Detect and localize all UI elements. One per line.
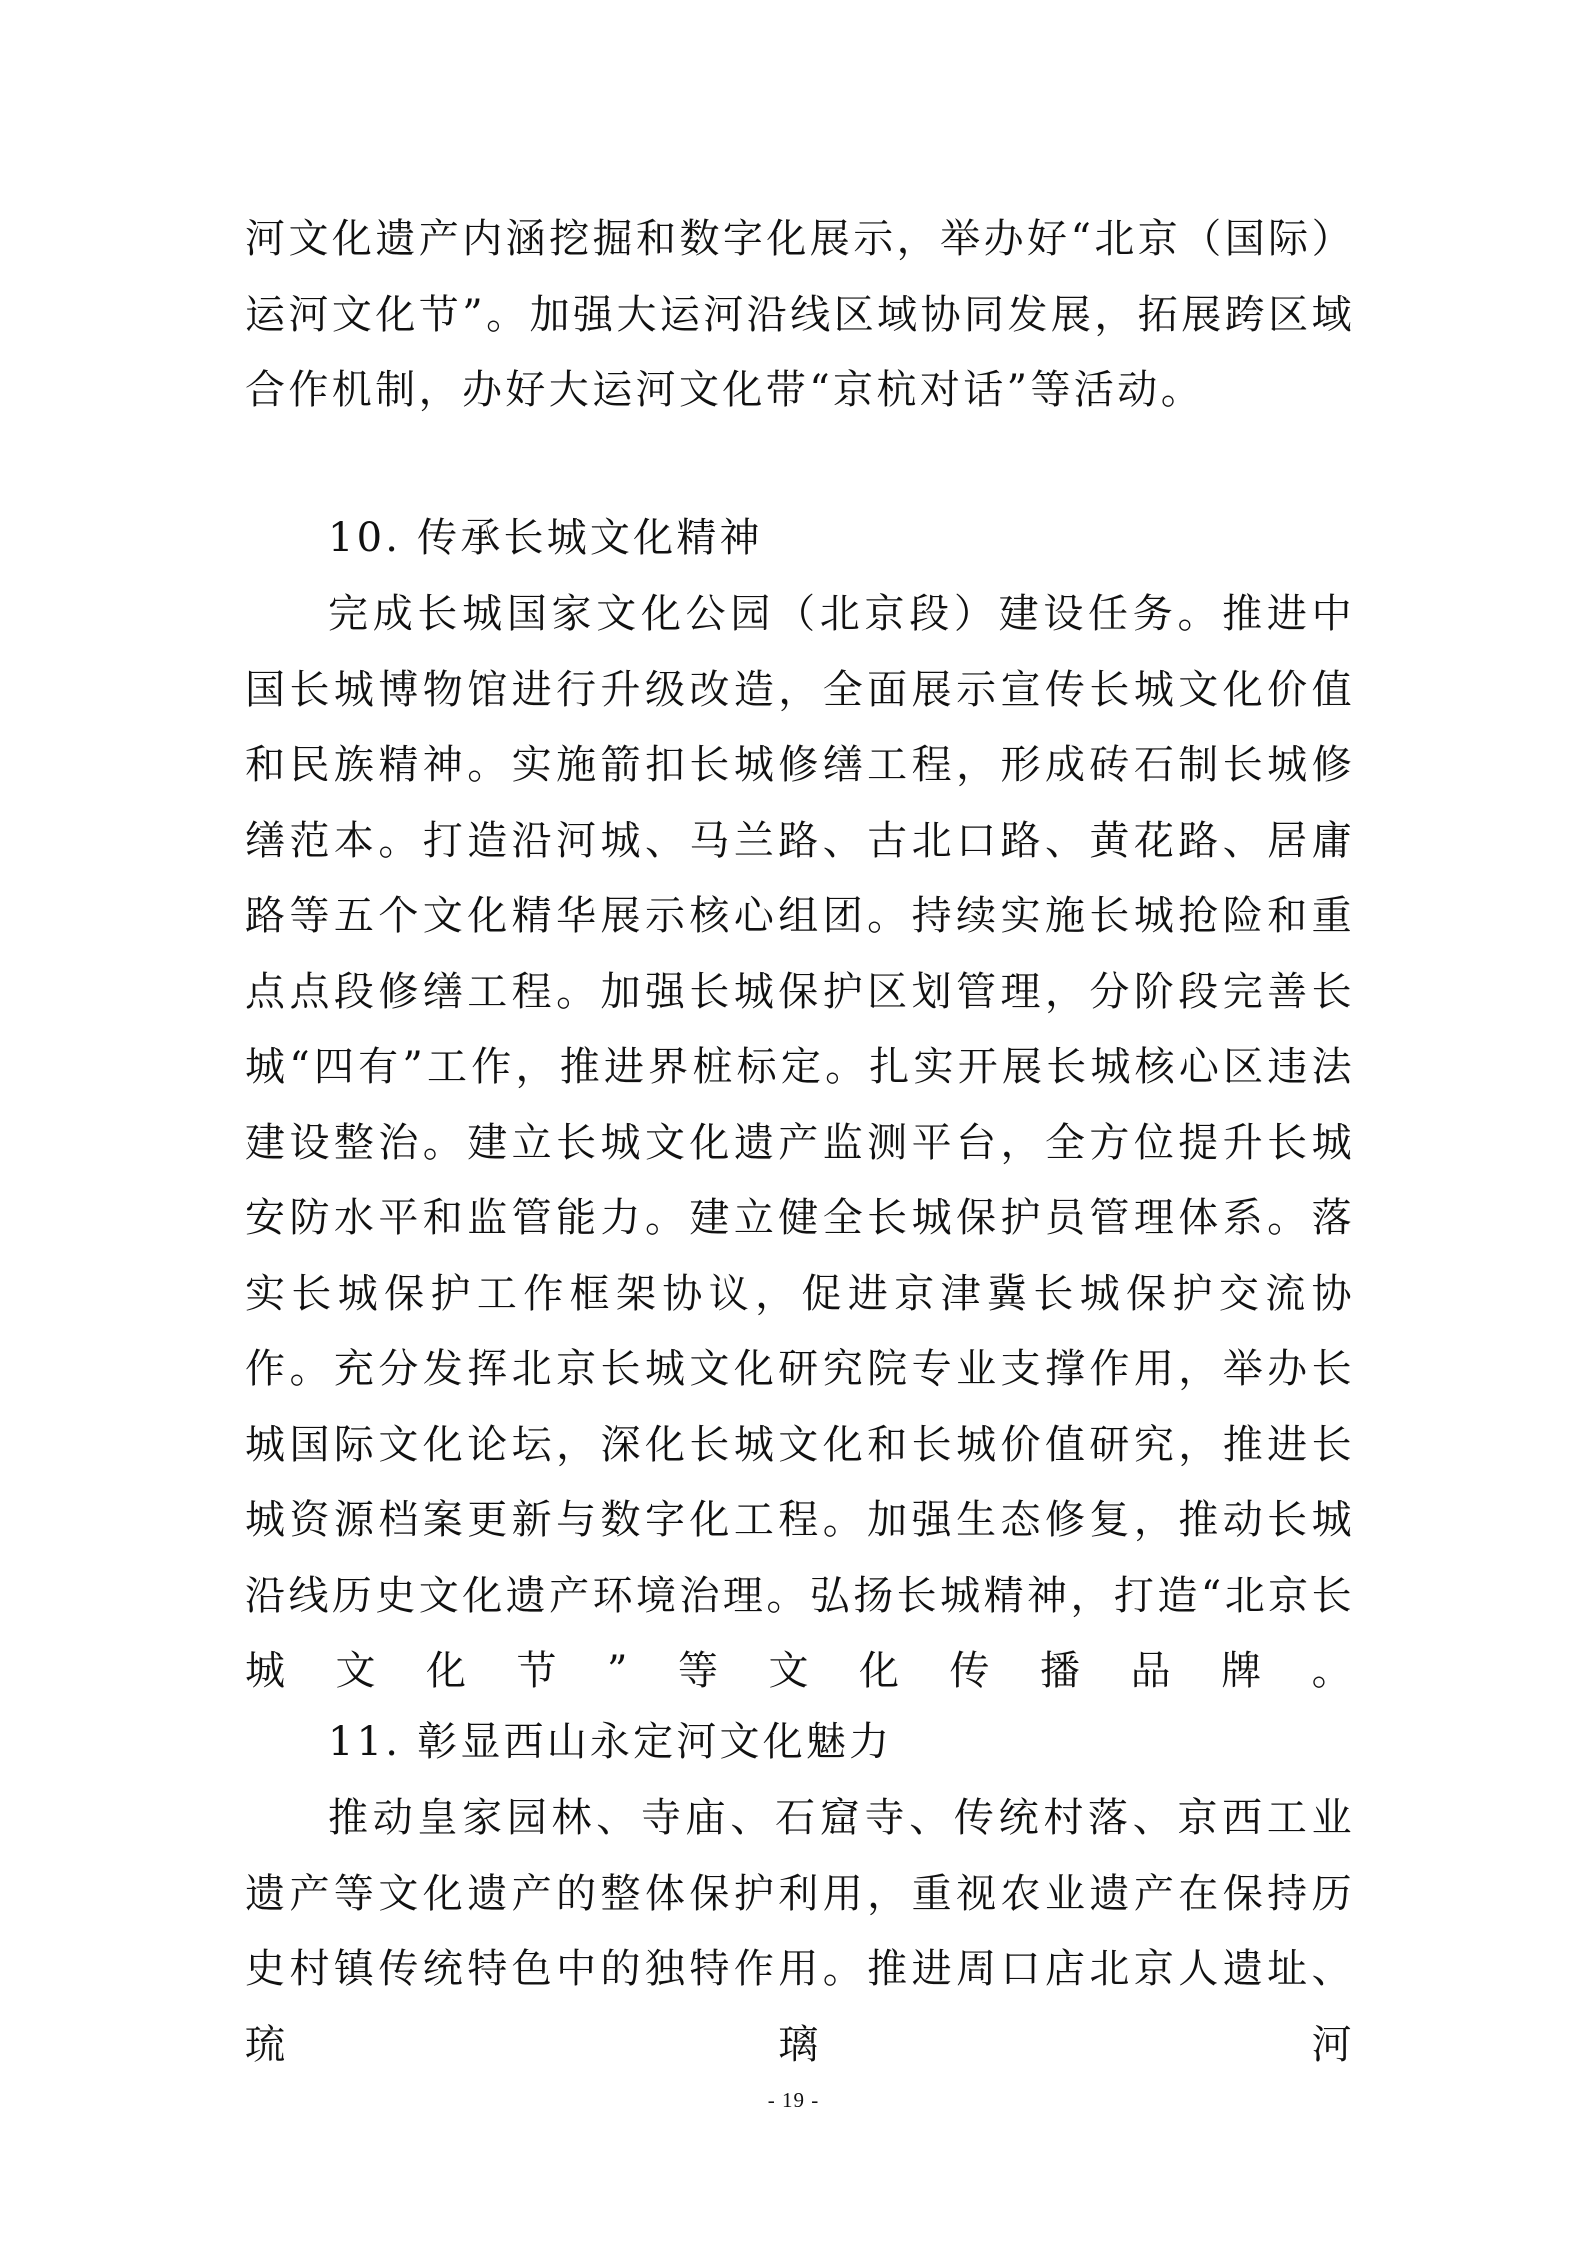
section-11-body: 推动皇家园林、寺庙、石窟寺、传统村落、京西工业遗产等文化遗产的整体保护利用，重视农业遗产在保持历史村镇传统特色中的独特作用。推进周口店北京人遗址、琉璃河 (245, 1795, 1355, 2068)
section-11-paragraph (245, 1781, 1355, 2083)
page-number: - 19 - (767, 2088, 820, 2112)
section-10-body: 完成长城国家文化公园（北京段）建设任务。推进中国长城博物馆进行升级改造，全面展示宣传长城文化价值和民族精神。实施箭扣长城修缮工程，形成砖石制长城修缮范本。打造沿河城、马兰路、古北口路、黄花路、居庸路等五个文化精华展示核心组团。持续实施长城抢险和重点点段修缮工程。加强长城保护区划管理，分阶段完善长城“四有”工作，推进界桩标定。扎实开展长城核心区违法建设整治。建立长城文化遗产监测平台，全方位提升长城安防水平和监管能力。建立健全长城保护员管理体系。落实长城保护工作框架协议，促进京津冀长城保护交流协作。充分发挥北京长城文化研究院专业支撑作用，举办长城国际文化论坛，深化长城文化和长城价值研究，推进长城资源档案更新与数字化工程。加强生态修复，推动长城沿线历史文化遗产环境治理。弘扬长城精神，打造“北京长城文化节”等文化传播品牌。 (245, 591, 1355, 1694)
section-10-heading: 10. 传承长城文化精神 (328, 515, 763, 561)
continued-paragraph (245, 202, 1355, 429)
section-10-paragraph (245, 577, 1355, 1710)
section-11-heading: 11. 彰显西山永定河文化魅力 (328, 1719, 893, 1765)
continued-paragraph-text: 河文化遗产内涵挖掘和数字化展示，举办好“北京（国际）运河文化节”。加强大运河沿线区域协同发展，拓展跨区域合作机制，办好大运河文化带“京杭对话”等活动。 (245, 216, 1355, 413)
